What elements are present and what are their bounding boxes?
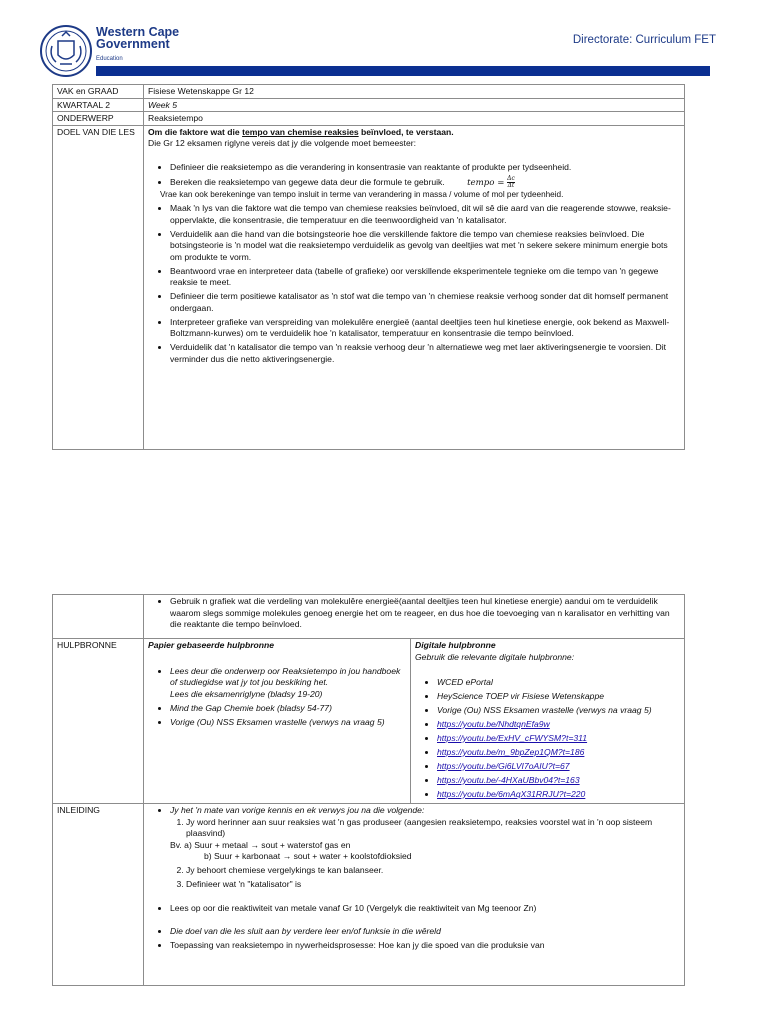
formula-fraction — [507, 176, 515, 189]
video-link[interactable]: https://youtu.be/ExHV_cFWYSM?t=311 — [437, 733, 588, 743]
list-item: • Gebruik n grafiek wat die verdeling van molekulêre energieë(aantal deeltjies teen hul kinetiese energie) aandui om te verduidelik waarom slegs sommige molekules genoeg energie het om te reageer, en dus hoe die toevoeging van n karalisator en verhitting van die reaktante die tempo beïnvloed. — [170, 596, 680, 631]
brand-line-3: Education — [96, 56, 123, 62]
page-header — [0, 0, 768, 80]
prior-knowledge-list — [170, 817, 680, 891]
list-item — [437, 719, 680, 731]
list-item: • WCED ePortal — [437, 677, 680, 689]
doel-content — [144, 125, 685, 449]
paper-resources-cell — [144, 639, 411, 804]
table-row — [53, 804, 685, 986]
numbered-item-text: Jy word herinner aan suur reaksies wat 'n gas produseer (aangesien reaksietempo, reaksies voorstel wat in 'n oop sisteem plaasvind) — [186, 816, 653, 838]
directorate-label: Directorate: Curriculum FET — [572, 34, 716, 46]
list-item: • Mind the Gap Chemie boek (bladsy 54-77) — [170, 703, 406, 715]
example-b: b) Suur + karbonaat → sout + water + koolstofdioksied — [204, 851, 412, 861]
row-label — [53, 595, 144, 639]
list-item: • Vorige (Ou) NSS Eksamen vrastelle (verwys na vraag 5) — [170, 717, 406, 729]
list-item: 2. Jy behoort chemiese vergelykings te kan balanseer. — [186, 865, 680, 877]
formula-numerator: Δc — [507, 174, 515, 182]
brand-line-1: Western Cape — [96, 25, 180, 39]
bullet-note: Vrae kan ook berekeninge van tempo insluit in terme van verandering in massa / volume of mol per tydeenheid. — [160, 190, 564, 199]
paper-resources-title: Papier gebaseerde hulpbronne — [148, 640, 275, 650]
list-item — [437, 747, 680, 759]
lesson-info-table — [52, 84, 685, 450]
table-row — [53, 595, 685, 639]
doel-intro: Die Gr 12 eksamen riglyne vereis dat jy die volgende moet bemeester: — [148, 138, 416, 148]
list-item: • HeyScience TOEP vir Fisiese Wetenskappe — [437, 691, 680, 703]
video-link[interactable]: https://youtu.be/NhdtqnEfa9w — [437, 719, 550, 729]
rate-formula — [467, 174, 515, 189]
list-item — [437, 775, 680, 787]
digital-resources-title: Digitale hulpbronne — [415, 640, 496, 650]
row-label: DOEL VAN DIE LES — [53, 125, 144, 449]
row-label: INLEIDING — [53, 804, 144, 986]
video-link[interactable]: https://youtu.be/m_9bpZep1QM?t=186 — [437, 747, 585, 757]
resources-table — [52, 594, 685, 986]
formula-denominator: Δt — [507, 181, 515, 189]
list-item — [437, 733, 680, 745]
continued-content — [144, 595, 685, 639]
list-item: • Lees op oor die reaktiwiteit van metale vanaf Gr 10 (Vergelyk die reaktiwiteit van Mg teenoor Zn) — [170, 903, 680, 915]
row-label: HULPBRONNE — [53, 639, 144, 804]
digital-resources-list — [415, 677, 680, 801]
doel-title-pre: Om die faktore wat die — [148, 126, 243, 137]
list-item: • Definieer die term positiewe katalisator as 'n stof wat die tempo van 'n chemiese reaksie verhoog sonder dat dit homself permanent ondergaan. — [170, 291, 680, 314]
row-value: Reaksietempo — [144, 112, 685, 126]
row-value: Fisiese Wetenskappe Gr 12 — [144, 85, 685, 99]
paper-resources-list — [148, 666, 406, 729]
video-link[interactable]: https://youtu.be/6mAqX31RRJU?t=220 — [437, 789, 586, 799]
list-item: • Maak 'n lys van die faktore wat die tempo van chemiese reaksies beïnvloed, dit wil sê die aard van die reagerende stowwe, reaksie-oppervlakte, die konsentrasie, die temperatuur en die teenwoordigheid van 'n katalisator. — [170, 203, 680, 226]
row-label: VAK en GRAAD — [53, 85, 144, 99]
list-item — [170, 666, 406, 701]
list-item: 3. Definieer wat 'n "katalisator" is — [186, 879, 680, 891]
video-link[interactable]: https://youtu.be/-4HXaUBbv04?t=163 — [437, 775, 580, 785]
bullet-text: Bereken die reaksietempo van gegewe data deur die formule te gebruik. — [170, 176, 445, 187]
list-item: • Verduidelik dat 'n katalisator die tempo van 'n reaksie verhoog deur 'n alternatiewe weg met laer aktiveringsenergie te voorsien. Dit verminder dus die netto aktiveringsenergie. — [170, 342, 680, 365]
doel-title-underlined: tempo van chemise reaksies — [242, 126, 359, 137]
paper-item-subtext: Lees die eksamenriglyne (bladsy 19-20) — [170, 688, 323, 699]
list-item: • Beantwoord vrae en interpreteer data (tabelle of grafieke) oor verskillende eksperimentele tegnieke om die tempo van 'n gegewe reaksie te meet. — [170, 266, 680, 289]
list-item: • Definieer die reaksietempo as die verandering in konsentrasie van reaktante of produkte per tydseenheid. — [170, 162, 680, 174]
video-link[interactable]: https://youtu.be/Gi6LVI7oAIU?t=67 — [437, 761, 570, 771]
list-item — [170, 816, 680, 863]
brand-line-2: Government — [96, 37, 170, 51]
list-item: • Toepassing van reaksietempo in nywerheidsprosesse: Hoe kan jy die spoed van die produksie van — [170, 940, 680, 952]
list-item: • Die doel van die les sluit aan by verdere leer en/of funksie in die wêreld — [170, 926, 680, 938]
doel-title — [148, 127, 680, 139]
doel-title-post: beïnvloed, te verstaan. — [358, 126, 454, 137]
inleiding-bullet-text: Jy het 'n mate van vorige kennis en ek verwys jou na die volgende: — [170, 805, 425, 815]
row-value: Week 5 — [144, 98, 685, 112]
list-item: • Vorige (Ou) NSS Eksamen vrastelle (verwys na vraag 5) — [437, 705, 680, 717]
list-item — [160, 174, 680, 201]
digital-resources-cell — [411, 639, 685, 804]
table-row — [53, 85, 685, 99]
list-item: • Interpreteer grafieke van verspreiding van molekulêre energieë (aantal deeltjies teen hul kinetiese energie, ook bekend as Maxwell-Boltzmann-kurwes) om te verduidelik hoe 'n katalisator, temperatuur en konsentrasie die tempo beïnvloed. — [170, 317, 680, 340]
table-row — [53, 98, 685, 112]
table-row — [53, 639, 685, 804]
row-label: KWARTAAL 2 — [53, 98, 144, 112]
paper-item-text: Lees deur die onderwerp oor Reaksietempo in jou handboek of studiegidse wat jy tot jou beskiking het. — [170, 665, 401, 687]
header-bar — [96, 66, 710, 76]
coat-of-arms-logo — [40, 24, 92, 78]
list-item — [437, 789, 680, 801]
table-row — [53, 125, 685, 449]
list-item — [437, 761, 680, 773]
list-item: • Verduidelik aan die hand van die botsingsteorie hoe die verskillende faktore die tempo van chemiese reaksies beïnvloed. Die botsingsteorie is 'n model wat die reaksietempo verduidelik as gevolg van deeltjies wat met 'n sekere sekere minimum energie bots om produkte te vorm. — [170, 229, 680, 264]
row-label: ONDERWERP — [53, 112, 144, 126]
example-a: Bv. a) Suur + metaal → sout + waterstof gas en — [170, 839, 351, 850]
brand-name — [96, 26, 179, 65]
inleiding-list — [148, 805, 680, 952]
doel-bullet-list — [148, 162, 680, 366]
digital-resources-intro: Gebruik die relevante digitale hulpbronne: — [415, 651, 575, 662]
list-item — [170, 805, 680, 891]
continued-list — [148, 596, 680, 631]
table-row — [53, 112, 685, 126]
formula-lhs: tempo = — [467, 177, 505, 188]
inleiding-content — [144, 804, 685, 986]
